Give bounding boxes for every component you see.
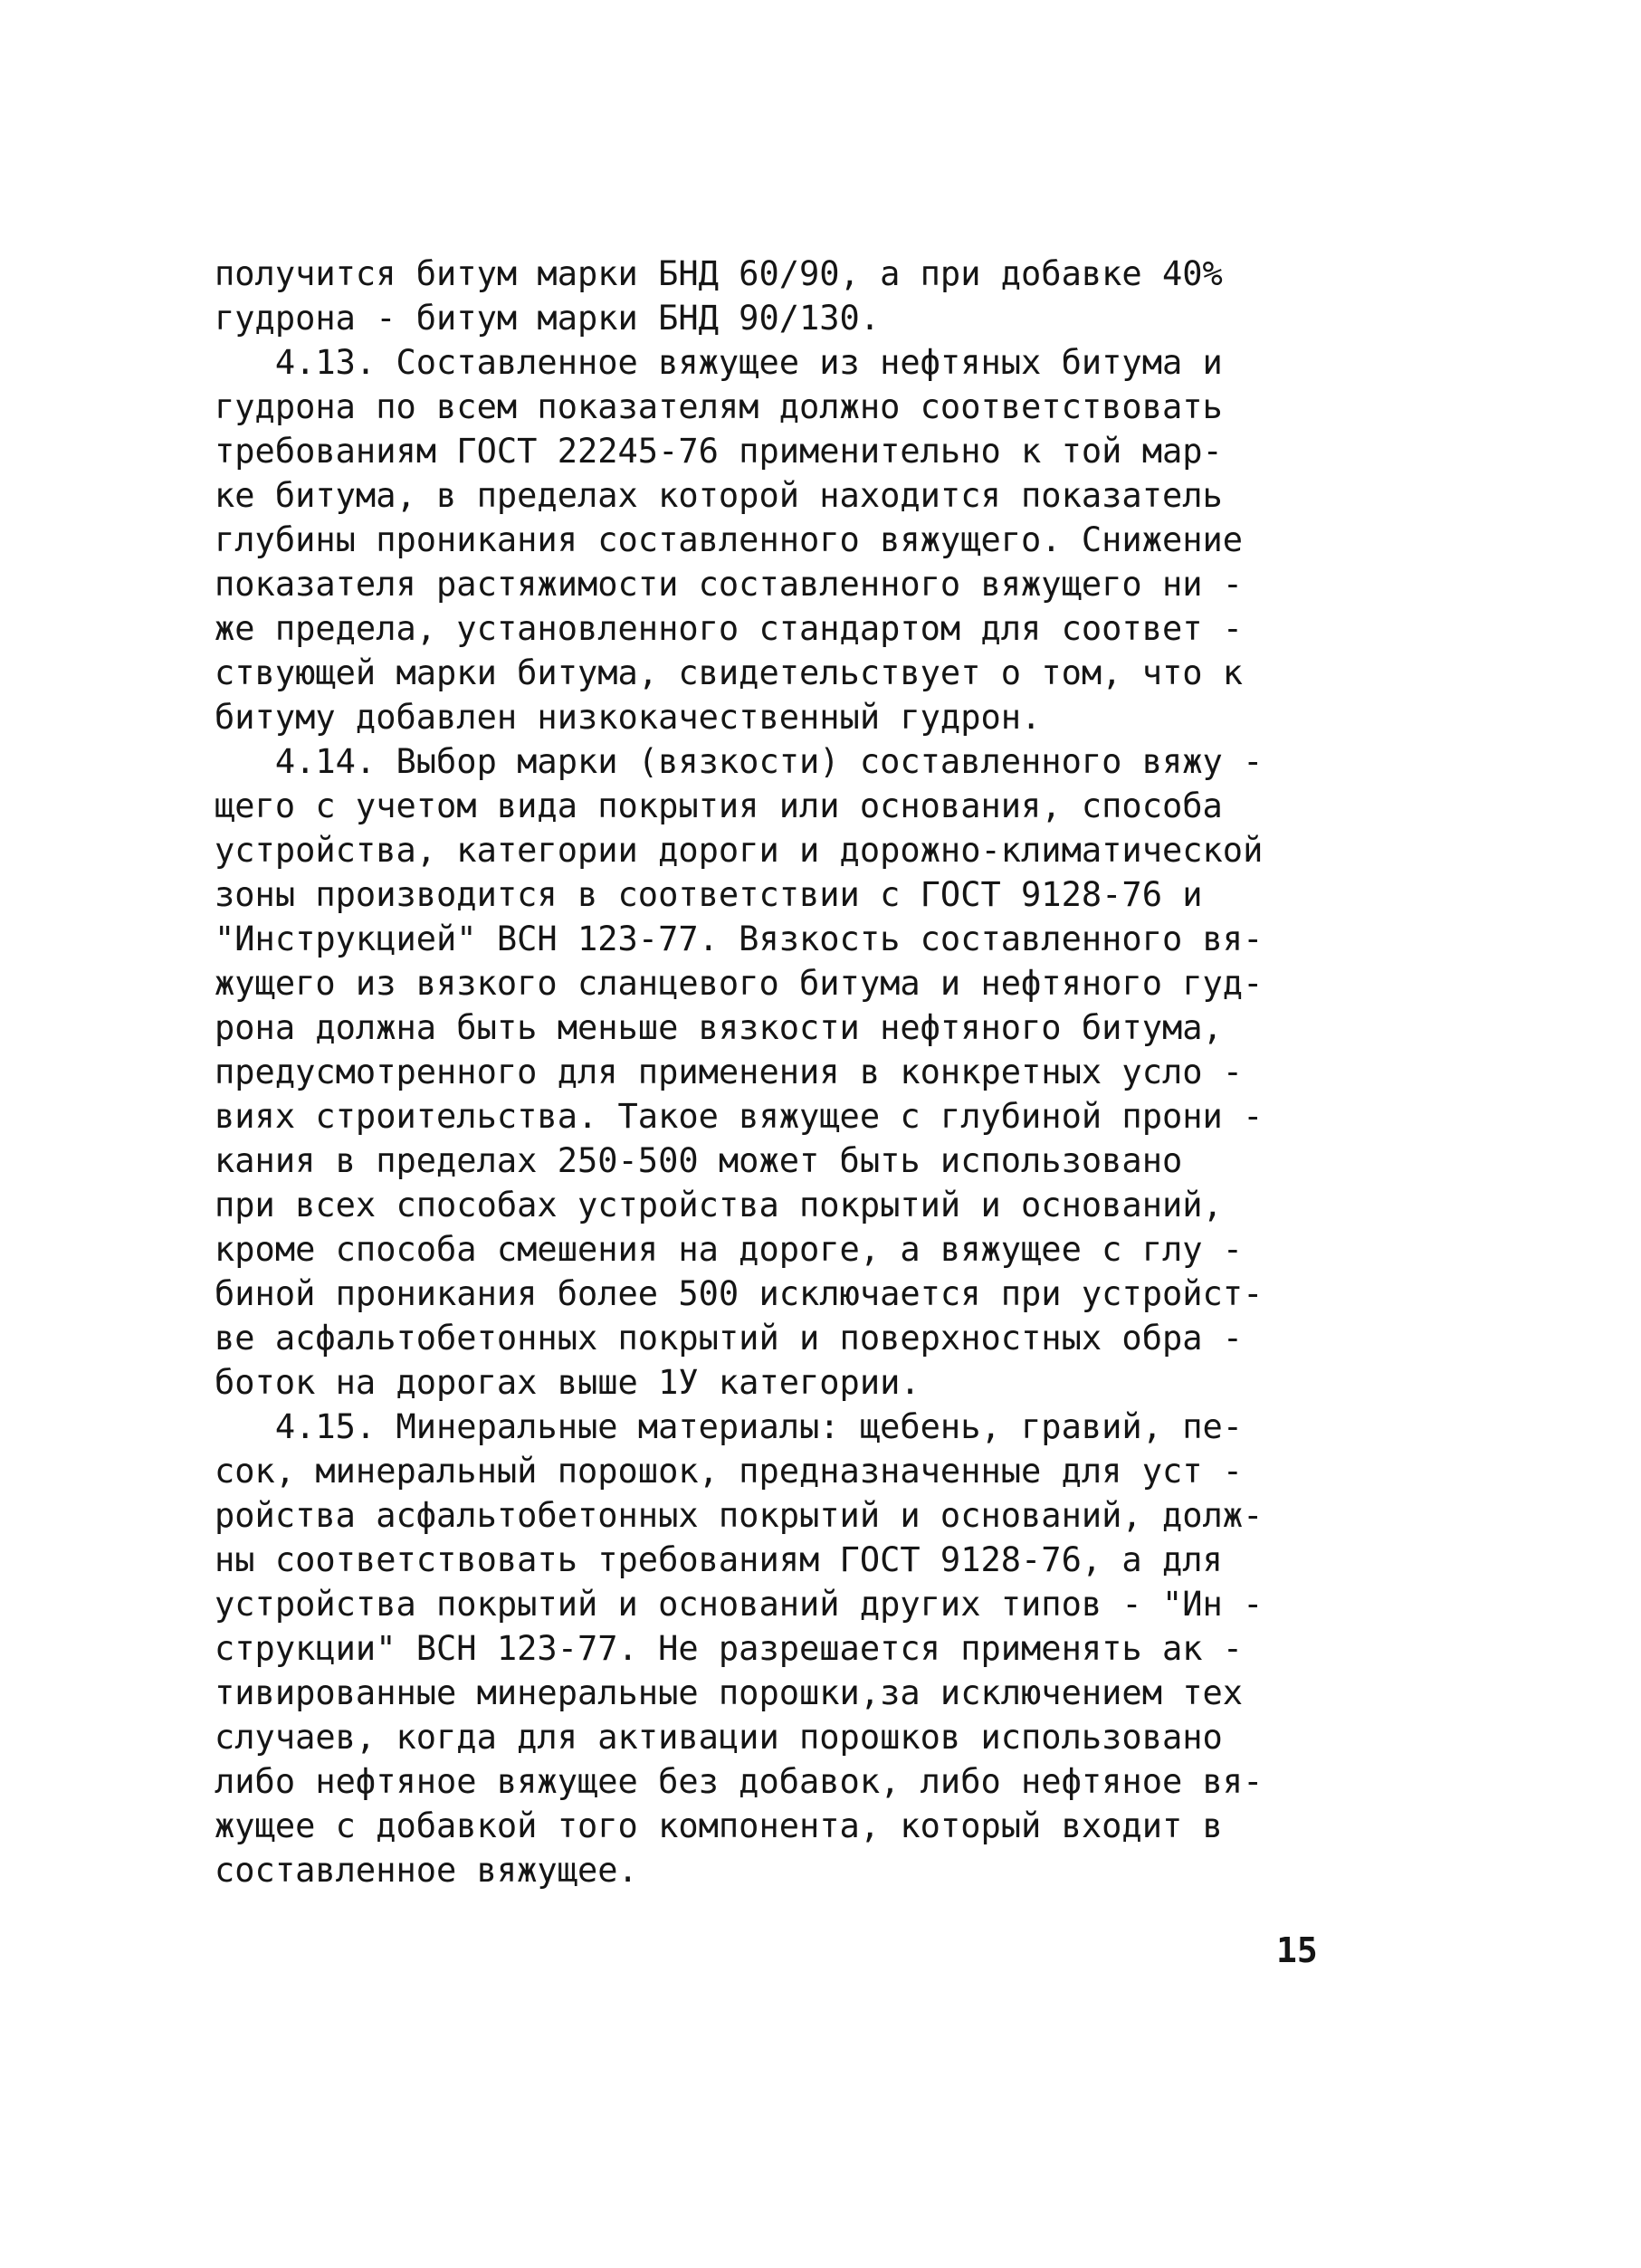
text-line: 4.13. Составленное вяжущее из нефтяных битума и <box>215 343 1223 382</box>
text-line: ствующей марки битума, свидетельствует о том, что к <box>215 653 1244 692</box>
text-line: случаев, когда для активации порошков использовано <box>215 1718 1223 1757</box>
body-text <box>215 252 1350 1892</box>
text-line: щего с учетом вида покрытия или основания, способа <box>215 786 1223 825</box>
page-number: 15 <box>1276 1930 1318 1970</box>
text-line: струкции" ВСН 123-77. Не разрешается применять ак - <box>215 1629 1244 1668</box>
text-line: тивированные минеральные порошки,за исключением тех <box>215 1673 1244 1712</box>
text-line: ке битума, в пределах которой находится показатель <box>215 476 1223 515</box>
text-line: ве асфальтобетонных покрытий и поверхностных обра - <box>215 1319 1244 1358</box>
text-line: либо нефтяное вяжущее без добавок, либо нефтяное вя- <box>215 1762 1264 1801</box>
text-line: же предела, установленного стандартом для соответ - <box>215 609 1244 648</box>
text-line: получится битум марки БНД 60/90, а при добавке 40% <box>215 254 1223 293</box>
text-line: 4.14. Выбор марки (вязкости) составленного вяжу - <box>215 742 1264 781</box>
text-line: 4.15. Минеральные материалы: щебень, гравий, пе- <box>215 1407 1244 1446</box>
text-line: требованиям ГОСТ 22245-76 применительно к той мар- <box>215 432 1223 471</box>
text-line: предусмотренного для применения в конкретных усло - <box>215 1053 1244 1091</box>
text-line: показателя растяжимости составленного вяжущего ни - <box>215 565 1244 604</box>
text-line: кроме способа смешения на дороге, а вяжущее с глу - <box>215 1230 1244 1269</box>
text-line: зоны производится в соответствии с ГОСТ 9128-76 и <box>215 875 1203 914</box>
text-line: ны соответствовать требованиям ГОСТ 9128-76, а для <box>215 1540 1223 1579</box>
text-line: виях строительства. Такое вяжущее с глубиной прони - <box>215 1097 1264 1136</box>
text-line: гудрона по всем показателям должно соответствовать <box>215 387 1223 426</box>
text-line: глубины проникания составленного вяжущего. Снижение <box>215 520 1244 559</box>
text-line: кания в пределах 250-500 может быть использовано <box>215 1141 1183 1180</box>
text-line: биной проникания более 500 исключается при устройст- <box>215 1274 1264 1313</box>
text-line: гудрона - битум марки БНД 90/130. <box>215 299 881 338</box>
text-line: устройства, категории дороги и дорожно-климатической <box>215 831 1264 870</box>
text-line: жущее с добавкой того компонента, который входит в <box>215 1806 1223 1845</box>
text-line: устройства покрытий и оснований других типов - "Ин - <box>215 1585 1264 1624</box>
text-line: битуму добавлен низкокачественный гудрон. <box>215 698 1042 737</box>
text-line: боток на дорогах выше 1У категории. <box>215 1363 921 1402</box>
text-line: составленное вяжущее. <box>215 1851 638 1890</box>
text-line: сок, минеральный порошок, предназначенные для уст - <box>215 1452 1244 1491</box>
text-line: "Инструкцией" ВСН 123-77. Вязкость составленного вя- <box>215 920 1264 958</box>
text-line: при всех способах устройства покрытий и оснований, <box>215 1186 1223 1225</box>
text-line: рона должна быть меньше вязкости нефтяного битума, <box>215 1008 1223 1047</box>
text-line: ройства асфальтобетонных покрытий и оснований, долж- <box>215 1496 1264 1535</box>
text-line: жущего из вязкого сланцевого битума и нефтяного гуд- <box>215 964 1264 1003</box>
